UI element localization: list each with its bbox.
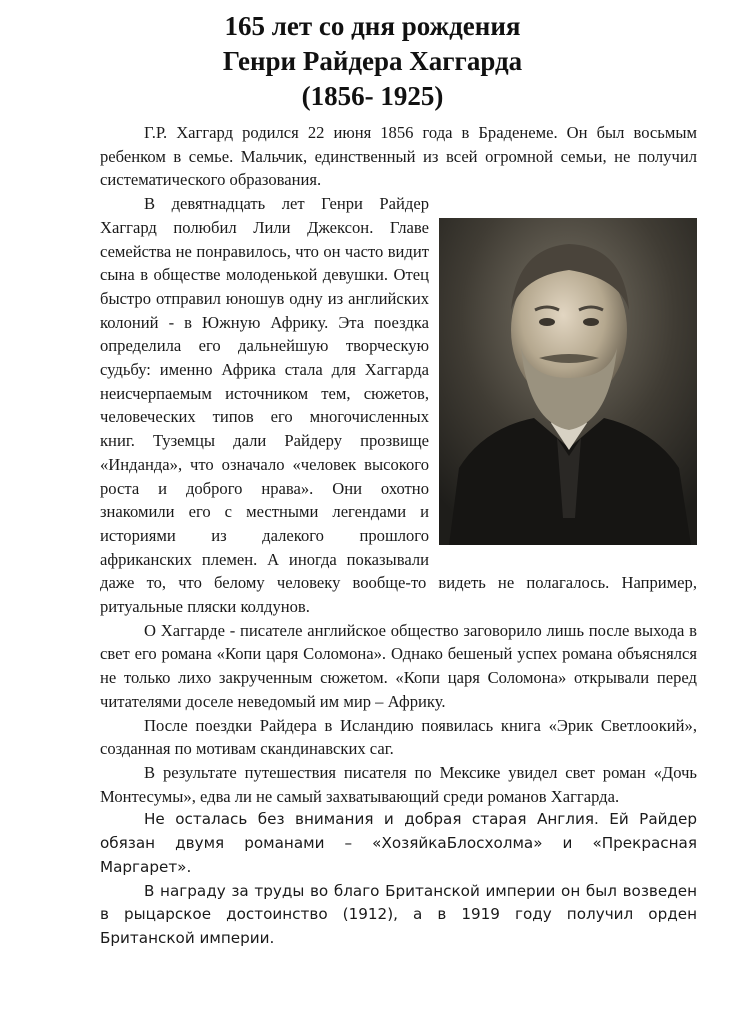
paragraph-3-text: О Хаггарде - писателе английское общество заговорило лишь после выхода в свет его романа «Копи царя Соломона». Однако бешеный успех романа объяснялся не только лихо закрученным сюжетом. «Копи царя Соломона» открывали перед читателями доселе неведомый им мир – Африку. — [100, 620, 697, 711]
title-line-1: 165 лет со дня рождения — [224, 11, 521, 41]
paragraph-4 — [100, 714, 697, 761]
paragraph-7-text: В награду за труды во благо Британской империи он был возведен в рыцарское достоинство (1912), а в 1919 году получил орден Британской империи. — [100, 881, 697, 947]
page-title — [0, 8, 745, 114]
paragraph-1 — [100, 121, 697, 192]
paragraph-1-text: Г.Р. Хаггард родился 22 июня 1856 года в Браденеме. Он был восьмым ребенком в семье. Мальчик, единственный из всей огромной семьи, не получил систематического образования. — [100, 123, 697, 190]
paragraph-5 — [100, 761, 697, 808]
paragraph-5-text: В результате путешествия писателя по Мексике увидел свет роман «Дочь Монтесумы», едва ли не самый захватывающий среди романов Хаггарда. — [100, 762, 697, 806]
paragraph-3 — [100, 619, 697, 714]
paragraph-7 — [100, 880, 697, 951]
portrait-photo-icon — [439, 218, 697, 545]
paragraph-2-text: В девятнадцать лет Генри Райдер Хаггард полюбил Лили Джексон. Главе семейства не понравилось, что он часто видит сына в обществе молоденькой девушки. Отец быстро отправил юношув одну из английских колоний - в Южную Африку. Эта поездка определила его дальнейшую творческую судьбу: именно Африка стала для Хаггарда неисчерпаемым источником тем, сюжетов, человеческих типов его многочисленных книг. Туземцы дали Райдеру прозвище «Инданда», что означало «человек высокого роста и доброго нрава». Они охотно знакомили его с местными легендами и историями из далекого прошлого африканских племен. А иногда показывали даже то, что белому человеку вообще-то видеть не полагалось. Например, ритуальные пляски колдунов. — [100, 194, 697, 617]
paragraph-6-text: Не осталась без внимания и добрая старая Англия. Ей Райдер обязан двумя романами – «ХозяйкаБлосхолма» и «Прекрасная Маргарет». — [100, 810, 697, 876]
paragraph-6 — [100, 808, 697, 879]
paragraph-4-text: После поездки Райдера в Исландию появилась книга «Эрик Светлоокий», созданная по мотивам скандинавских саг. — [100, 715, 697, 759]
title-line-3: (1856- 1925) — [301, 81, 444, 111]
article-body — [100, 121, 697, 951]
title-line-2: Генри Райдера Хаггарда — [222, 46, 523, 76]
